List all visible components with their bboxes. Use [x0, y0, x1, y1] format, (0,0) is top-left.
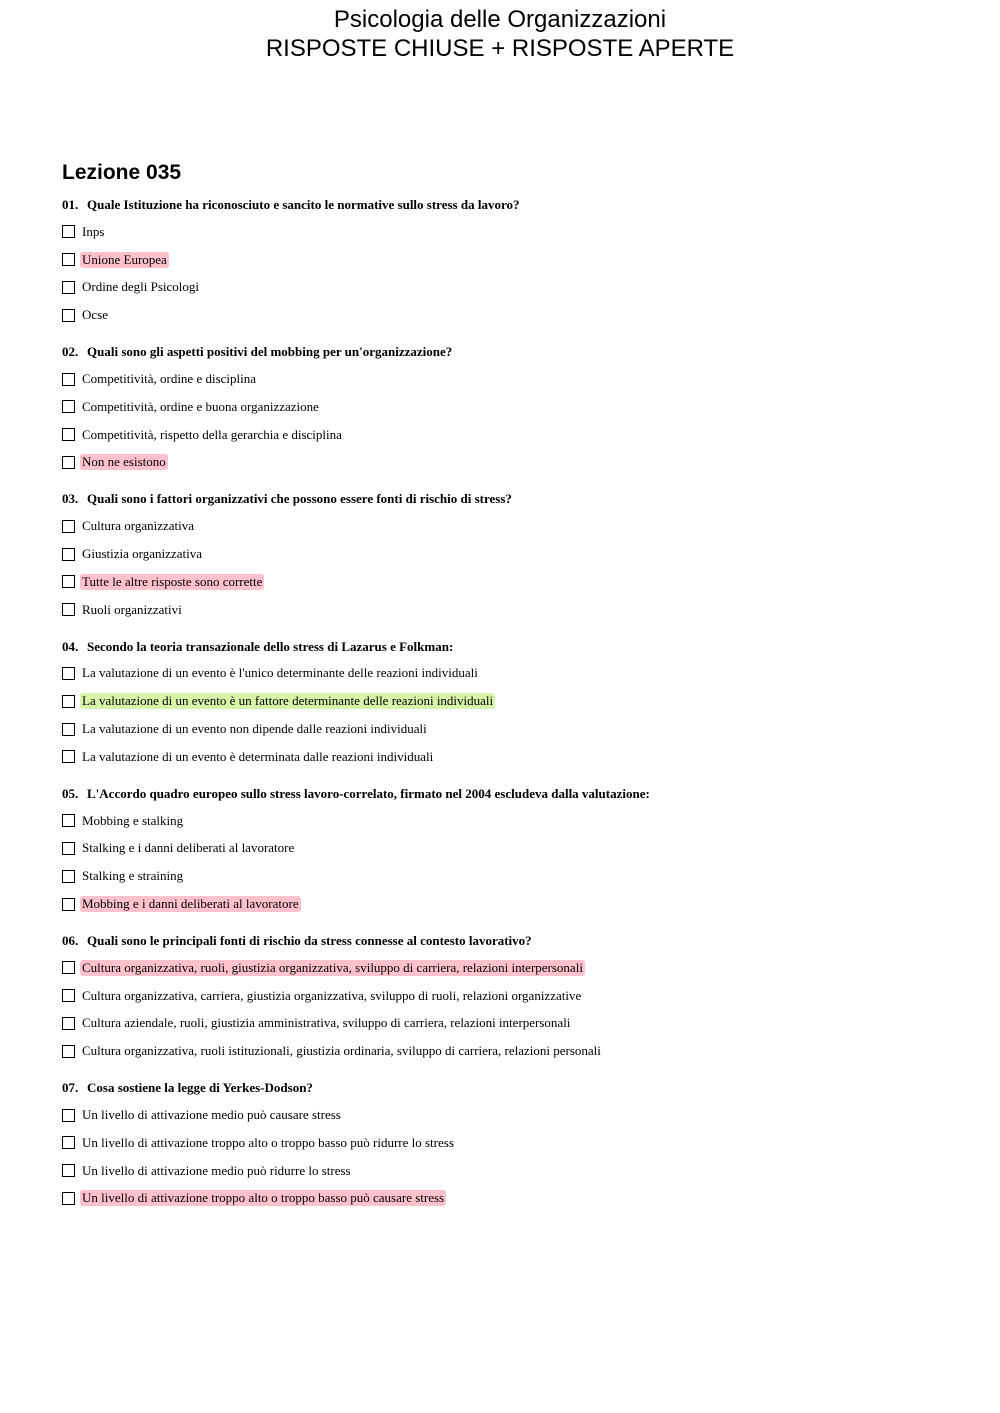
answer-option[interactable]: [62, 540, 962, 568]
question-block: [62, 196, 962, 329]
answer-label: Cultura organizzativa, carriera, giustizia organizzativa, sviluppo di ruoli, relazioni organizzative: [82, 987, 582, 1003]
answer-option[interactable]: [62, 1010, 962, 1038]
answer-checkbox[interactable]: [62, 548, 75, 561]
answer-checkbox[interactable]: [62, 373, 75, 386]
answer-label-highlighted: Non ne esistono: [82, 454, 166, 470]
answer-option[interactable]: [62, 660, 962, 688]
answer-option[interactable]: [62, 568, 962, 596]
answer-option[interactable]: [62, 218, 962, 246]
answer-option[interactable]: [62, 1157, 962, 1185]
question-number: 07.: [62, 1080, 79, 1096]
answer-checkbox[interactable]: [62, 723, 75, 736]
question-text: [62, 932, 962, 950]
question-label: L'Accordo quadro europeo sullo stress lavoro-correlato, firmato nel 2004 escludeva dalla valutazione:: [87, 785, 650, 801]
answer-checkbox[interactable]: [62, 225, 75, 238]
answer-checkbox[interactable]: [62, 1136, 75, 1149]
question-label: Secondo la teoria transazionale dello stress di Lazarus e Folkman:: [87, 638, 454, 654]
answer-label: Cultura organizzativa: [82, 518, 195, 534]
answer-option[interactable]: [62, 365, 962, 393]
answer-checkbox[interactable]: [62, 1164, 75, 1177]
answer-checkbox[interactable]: [62, 870, 75, 883]
answer-label: Stalking e straining: [82, 868, 184, 884]
answer-checkbox[interactable]: [62, 842, 75, 855]
answer-option[interactable]: [62, 1185, 962, 1213]
answer-label: Ocse: [82, 307, 108, 323]
answer-label: Un livello di attivazione medio può ridurre lo stress: [82, 1162, 351, 1178]
answer-checkbox[interactable]: [62, 989, 75, 1002]
answer-checkbox[interactable]: [62, 309, 75, 322]
document-subtitle: RISPOSTE CHIUSE + RISPOSTE APERTE: [265, 35, 735, 62]
question-block: [62, 1079, 962, 1212]
answer-checkbox[interactable]: [62, 1192, 75, 1205]
answer-label: Competitività, ordine e buona organizzazione: [82, 398, 319, 414]
answer-checkbox[interactable]: [62, 456, 75, 469]
answer-label: Mobbing e stalking: [82, 812, 184, 828]
answer-option[interactable]: [62, 421, 962, 449]
answer-option[interactable]: [62, 1037, 962, 1065]
answer-option[interactable]: [62, 954, 962, 982]
question-number: 02.: [62, 344, 79, 360]
document-title: Psicologia delle Organizzazioni: [333, 6, 667, 33]
answer-option[interactable]: [62, 835, 962, 863]
answer-label: Un livello di attivazione medio può causare stress: [82, 1107, 341, 1123]
answer-option[interactable]: [62, 862, 962, 890]
question-text: [62, 785, 962, 803]
question-block: [62, 785, 962, 918]
answer-label: Stalking e i danni deliberati al lavoratore: [82, 840, 295, 856]
answer-label-highlighted: Mobbing e i danni deliberati al lavoratore: [82, 896, 299, 912]
answer-label: Competitività, rispetto della gerarchia e disciplina: [82, 426, 342, 442]
answer-option[interactable]: [62, 743, 962, 771]
answer-checkbox[interactable]: [62, 1045, 75, 1058]
answer-label: Competitività, ordine e disciplina: [82, 371, 257, 387]
answer-checkbox[interactable]: [62, 603, 75, 616]
answer-checkbox[interactable]: [62, 1109, 75, 1122]
answer-checkbox[interactable]: [62, 898, 75, 911]
answer-label: Ordine degli Psicologi: [82, 279, 199, 295]
answer-option[interactable]: [62, 890, 962, 918]
answer-checkbox[interactable]: [62, 695, 75, 708]
answer-option[interactable]: [62, 301, 962, 329]
answer-label: La valutazione di un evento è l'unico determinante delle reazioni individuali: [82, 665, 478, 681]
answer-label: Cultura organizzativa, ruoli istituzionali, giustizia ordinaria, sviluppo di carriera, relazioni personali: [82, 1043, 601, 1059]
document-header: [0, 5, 1000, 63]
question-number: 03.: [62, 491, 79, 507]
question-number: 06.: [62, 932, 79, 948]
question-block: [62, 343, 962, 476]
question-label: Quali sono i fattori organizzativi che possono essere fonti di rischio di stress?: [87, 491, 512, 507]
question-block: [62, 932, 962, 1065]
question-text: [62, 1079, 962, 1097]
answer-checkbox[interactable]: [62, 520, 75, 533]
question-number: 04.: [62, 638, 79, 654]
answer-label: La valutazione di un evento è determinata dalle reazioni individuali: [82, 748, 434, 764]
lesson-title: Lezione 035: [62, 161, 182, 184]
answer-option[interactable]: [62, 687, 962, 715]
question-number: 05.: [62, 785, 79, 801]
answer-option[interactable]: [62, 512, 962, 540]
answer-option[interactable]: [62, 1129, 962, 1157]
answer-label-highlighted: Cultura organizzativa, ruoli, giustizia organizzativa, sviluppo di carriera, relazioni interpersonali: [82, 959, 583, 975]
answer-label: Cultura aziendale, ruoli, giustizia amministrativa, sviluppo di carriera, relazioni interpersonali: [82, 1015, 571, 1031]
answer-checkbox[interactable]: [62, 400, 75, 413]
question-label: Quale Istituzione ha riconosciuto e sancito le normative sullo stress da lavoro?: [87, 197, 520, 212]
question-block: [62, 638, 962, 771]
question-list: [62, 196, 962, 1226]
question-text: [62, 196, 962, 214]
answer-option[interactable]: [62, 246, 962, 274]
answer-option[interactable]: [62, 715, 962, 743]
answer-label: Un livello di attivazione troppo alto o troppo basso può ridurre lo stress: [82, 1134, 454, 1150]
question-block: [62, 490, 962, 623]
answer-checkbox[interactable]: [62, 667, 75, 680]
question-label: Cosa sostiene la legge di Yerkes-Dodson?: [87, 1080, 313, 1096]
answer-label-highlighted: Un livello di attivazione troppo alto o troppo basso può causare stress: [82, 1190, 445, 1206]
answer-checkbox[interactable]: [62, 750, 75, 763]
question-label: Quali sono gli aspetti positivi del mobbing per un'organizzazione?: [87, 344, 453, 360]
question-text: [62, 490, 962, 508]
answer-label: La valutazione di un evento non dipende dalle reazioni individuali: [82, 721, 427, 737]
answer-label-highlighted: Unione Europea: [82, 251, 167, 267]
answer-option[interactable]: [62, 982, 962, 1010]
answer-checkbox[interactable]: [62, 1017, 75, 1030]
answer-checkbox[interactable]: [62, 814, 75, 827]
answer-checkbox[interactable]: [62, 253, 75, 266]
answer-label: Giustizia organizzativa: [82, 546, 202, 562]
answer-option[interactable]: [62, 596, 962, 624]
answer-label: Ruoli organizzativi: [82, 601, 182, 617]
answer-option[interactable]: [62, 807, 962, 835]
answer-checkbox[interactable]: [62, 961, 75, 974]
answer-checkbox[interactable]: [62, 428, 75, 441]
answer-checkbox[interactable]: [62, 575, 75, 588]
question-label: Quali sono le principali fonti di rischio da stress connesse al contesto lavorativo?: [87, 932, 532, 948]
answer-option[interactable]: [62, 1101, 962, 1129]
answer-option[interactable]: [62, 449, 962, 477]
question-text: [62, 343, 962, 361]
answer-checkbox[interactable]: [62, 281, 75, 294]
question-text: [62, 638, 962, 656]
answer-label: Inps: [82, 223, 105, 239]
answer-option[interactable]: [62, 393, 962, 421]
answer-label-highlighted: La valutazione di un evento è un fattore determinante delle reazioni individuali: [82, 693, 494, 709]
answer-label-highlighted: Tutte le altre risposte sono corrette: [82, 573, 263, 589]
question-number: 01.: [62, 197, 79, 212]
answer-option[interactable]: [62, 274, 962, 302]
